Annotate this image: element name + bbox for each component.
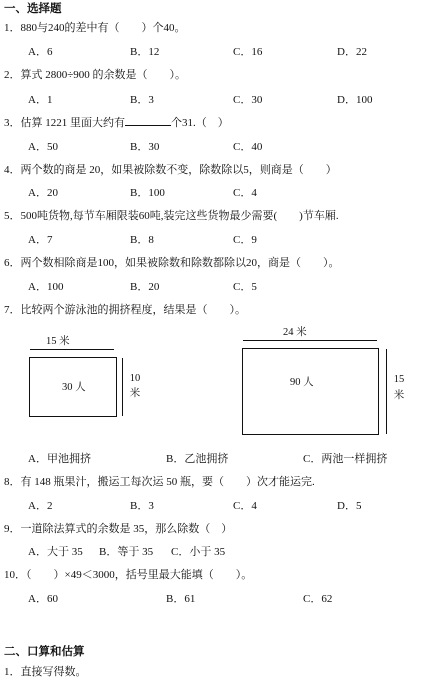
q8-option-a: A．2	[28, 500, 53, 512]
q6-option-b: B．20	[130, 281, 160, 293]
q1-option-b: B．12	[130, 46, 160, 58]
section-title-mental-math: 二、口算和估算	[4, 646, 85, 658]
q5-option-b: B．8	[130, 234, 154, 246]
pool-b-height-value: 15	[393, 374, 405, 385]
question-2-text: 2．算式 2800÷900 的余数是（ ）。	[4, 69, 187, 81]
question-1-text: 1．880与240的差中有（ ）个40。	[4, 22, 186, 34]
pool-a-height-value: 10	[129, 373, 141, 384]
pool-b-width-arrow	[243, 340, 377, 341]
section2-question-1-text: 1．直接写得数。	[4, 666, 87, 678]
q7-option-c: C．两池一样拥挤	[303, 453, 388, 465]
q8-option-b: B．3	[130, 500, 154, 512]
question-6-text: 6．两个数相除商是100，如果被除数和除数都除以20，商是（ ）。	[4, 257, 340, 269]
q8-option-d: D．5	[337, 500, 362, 512]
pool-a-content: 30 人	[62, 382, 86, 393]
q3-option-c: C．40	[233, 141, 263, 153]
q2-option-b: B．3	[130, 94, 154, 106]
pool-a-width-arrow	[30, 349, 114, 350]
section-title-choice: 一、选择题	[4, 3, 62, 15]
q10-option-b: B．61	[166, 593, 196, 605]
q5-option-c: C．9	[233, 234, 257, 246]
q2-option-a: A．1	[28, 94, 53, 106]
q6-option-a: A．100	[28, 281, 64, 293]
pool-b-height-unit: 米	[393, 390, 405, 401]
q7-option-b: B．乙池拥挤	[166, 453, 229, 465]
pool-b-rectangle	[242, 348, 379, 435]
q10-option-a: A．60	[28, 593, 58, 605]
q9-option-c: C．小于 35	[171, 546, 226, 558]
q10-option-c: C．62	[303, 593, 333, 605]
pool-b-height-arrow	[386, 349, 387, 434]
q3-text-before: 3．估算 1221 里面大约有	[4, 117, 125, 129]
q5-option-a: A．7	[28, 234, 53, 246]
q6-option-c: C．5	[233, 281, 257, 293]
q7-option-a: A．甲池拥挤	[28, 453, 91, 465]
q9-option-a: A．大于 35	[28, 546, 83, 558]
question-10-text: 10．（ ）×49＜3000，括号里最大能填（ ）。	[4, 569, 253, 581]
q3-answer-blank	[125, 116, 171, 126]
q9-option-b: B．等于 35	[99, 546, 154, 558]
q3-text-after: 个31.（ ）	[171, 117, 229, 129]
q8-option-c: C．4	[233, 500, 257, 512]
pool-a-width-label: 15 米	[46, 336, 70, 347]
q4-option-c: C．4	[233, 187, 257, 199]
q1-option-a: A．6	[28, 46, 53, 58]
question-4-text: 4．两个数的商是 20，如果被除数不变，除数除以5，则商是（ ）	[4, 164, 337, 176]
q4-option-b: B．100	[130, 187, 165, 199]
q1-option-d: D．22	[337, 46, 367, 58]
question-5-text: 5．500吨货物,每节车厢限装60吨,装完这些货物最少需要( )节车厢.	[4, 210, 339, 222]
question-3-text	[4, 114, 229, 130]
q2-option-c: C．30	[233, 94, 263, 106]
q3-option-a: A．50	[28, 141, 58, 153]
q2-option-d: D．100	[337, 94, 373, 106]
q3-option-b: B．30	[130, 141, 160, 153]
pool-b-width-label: 24 米	[283, 327, 307, 338]
question-9-text: 9．一道除法算式的余数是 35，那么除数（ ）	[4, 523, 233, 535]
pool-a-height-unit: 米	[129, 388, 141, 399]
pool-b-content: 90 人	[290, 377, 314, 388]
question-8-text: 8．有 148 瓶果汁，搬运工每次运 50 瓶，要（ ）次才能运完.	[4, 476, 315, 488]
question-7-text: 7．比较两个游泳池的拥挤程度，结果是（ ）。	[4, 304, 246, 316]
q1-option-c: C．16	[233, 46, 263, 58]
pool-a-height-arrow	[122, 358, 123, 416]
q4-option-a: A．20	[28, 187, 58, 199]
